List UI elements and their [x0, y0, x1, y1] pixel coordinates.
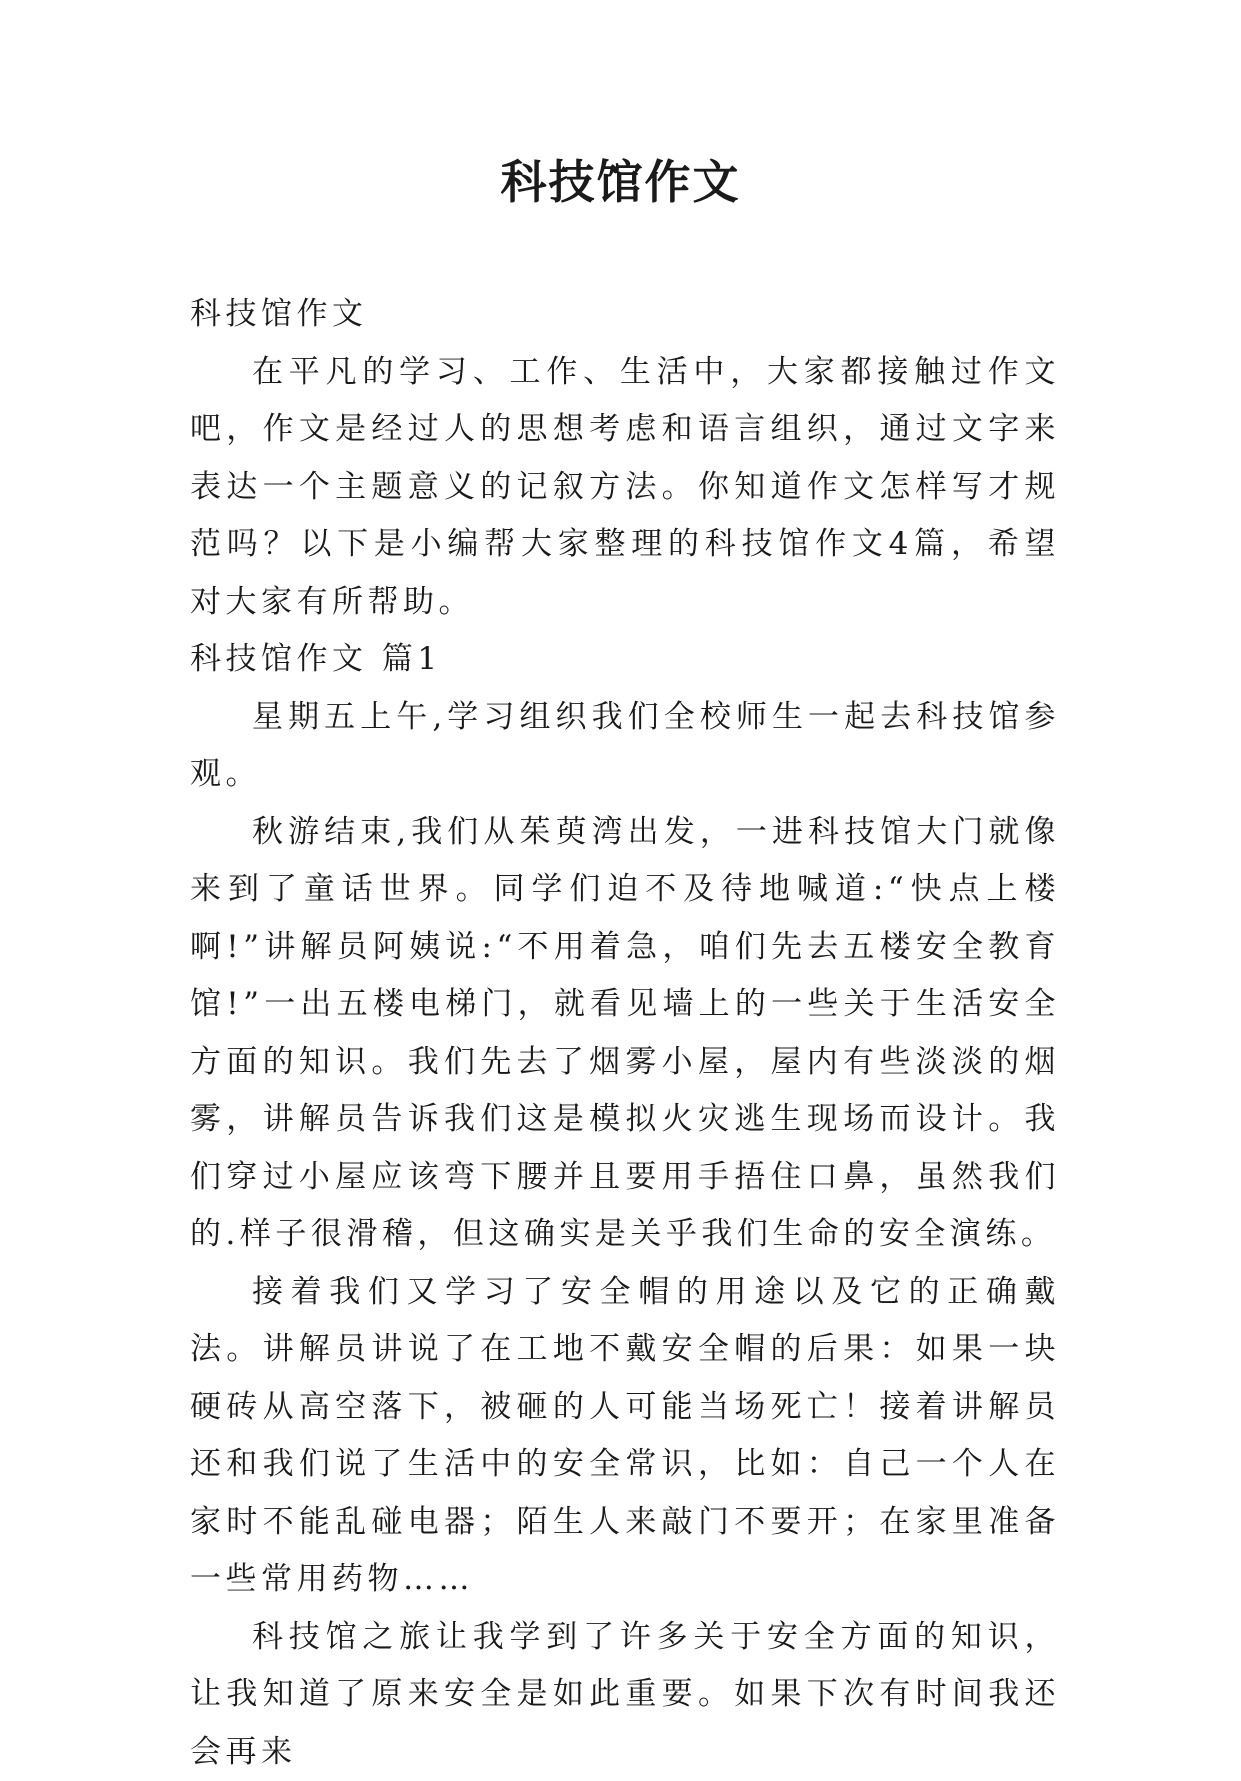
document-body: [190, 286, 1060, 1781]
body-paragraph-3: 接着我们又学习了安全帽的用途以及它的正确戴法。讲解员讲说了在工地不戴安全帽的后果：如果一块硬砖从高空落下，被砸的人可能当场死亡！接着讲解员还和我们说了生活中的安全常识，比如：自己一个人在家时不能乱碰电器；陌生人来敲门不要开；在家里准备一些常用药物……: [190, 1264, 1060, 1609]
document-title: 科技馆作文: [0, 150, 1241, 214]
body-paragraph-2: 秋游结束,我们从茱萸湾出发，一进科技馆大门就像来到了童话世界。同学们迫不及待地喊道:“快点上楼啊!”讲解员阿姨说:“不用着急，咱们先去五楼安全教育馆!”一出五楼电梯门，就看见墙上的一些关于生活安全方面的知识。我们先去了烟雾小屋，屋内有些淡淡的烟雾，讲解员告诉我们这是模拟火灾逃生现场而设计。我们穿过小屋应该弯下腰并且要用手捂住口鼻，虽然我们的.样子很滑稽，但这确实是关乎我们生命的安全演练。: [190, 804, 1060, 1264]
intro-paragraph: 在平凡的学习、工作、生活中，大家都接触过作文吧，作文是经过人的思想考虑和语言组织，通过文字来表达一个主题意义的记叙方法。你知道作文怎样写才规范吗？以下是小编帮大家整理的科技馆作文4篇，希望对大家有所帮助。: [190, 344, 1060, 632]
document-subtitle: 科技馆作文: [190, 286, 1060, 344]
body-paragraph-4: 科技馆之旅让我学到了许多关于安全方面的知识，让我知道了原来安全是如此重要。如果下次有时间我还会再来: [190, 1609, 1060, 1781]
body-paragraph-1: 星期五上午,学习组织我们全校师生一起去科技馆参观。: [190, 689, 1060, 804]
section-heading: 科技馆作文 篇1: [190, 631, 1060, 689]
